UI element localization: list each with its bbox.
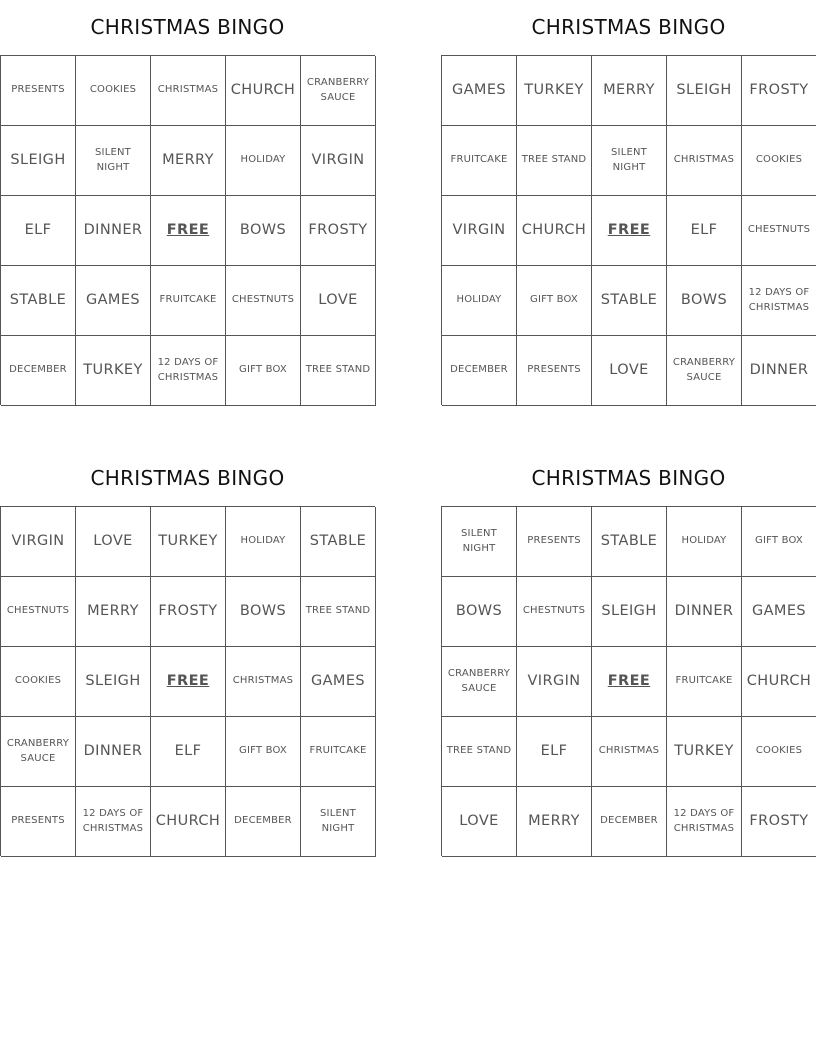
bingo-cell: DINNER [667,577,742,647]
bingo-cell: CHURCH [742,647,816,717]
bingo-cell: PRESENTS [517,336,592,406]
bingo-cell: STABLE [301,507,376,577]
bingo-cell: SLEIGH [667,56,742,126]
bingo-cell: DECEMBER [592,787,667,857]
bingo-card [0,12,375,405]
bingo-cell: FRUITCAKE [151,266,226,336]
bingo-cell: GAMES [76,266,151,336]
bingo-card [441,12,816,405]
bingo-cell: LOVE [442,787,517,857]
bingo-cell: DINNER [76,717,151,787]
bingo-cell: BOWS [667,266,742,336]
bingo-cell: COOKIES [742,126,816,196]
bingo-cell: BOWS [226,577,301,647]
bingo-cell: CHURCH [517,196,592,266]
bingo-cell: HOLIDAY [226,507,301,577]
bingo-grid [441,506,816,856]
bingo-cell: LOVE [301,266,376,336]
bingo-cell: DINNER [76,196,151,266]
bingo-cell: SILENT NIGHT [76,126,151,196]
bingo-cell: 12 DAYS OF CHRISTMAS [76,787,151,857]
bingo-cell: HOLIDAY [226,126,301,196]
bingo-card [441,463,816,856]
free-space: FREE [151,196,226,266]
bingo-cell: TURKEY [667,717,742,787]
card-title: CHRISTMAS BINGO [531,466,726,490]
bingo-cell: GAMES [442,56,517,126]
bingo-cell: TREE STAND [301,577,376,647]
bingo-cell: CHESTNUTS [226,266,301,336]
bingo-cell: VIRGIN [301,126,376,196]
bingo-cell: BOWS [442,577,517,647]
bingo-cell: SILENT NIGHT [442,507,517,577]
bingo-cell: CRANBERRY SAUCE [1,717,76,787]
bingo-grid [0,506,375,856]
free-space: FREE [592,196,667,266]
bingo-cell: ELF [667,196,742,266]
bingo-cell: STABLE [592,266,667,336]
bingo-cell: 12 DAYS OF CHRISTMAS [667,787,742,857]
bingo-cell: COOKIES [742,717,816,787]
bingo-cell: STABLE [1,266,76,336]
bingo-grid [0,55,375,405]
bingo-cell: GIFT BOX [226,717,301,787]
bingo-cell: TREE STAND [517,126,592,196]
bingo-cell: GIFT BOX [517,266,592,336]
bingo-cell: CHRISTMAS [226,647,301,717]
bingo-cell: TREE STAND [442,717,517,787]
bingo-cell: GAMES [301,647,376,717]
bingo-cell: SILENT NIGHT [592,126,667,196]
bingo-cell: ELF [517,717,592,787]
bingo-cell: GIFT BOX [742,507,816,577]
bingo-cell: FROSTY [301,196,376,266]
bingo-cell: DECEMBER [442,336,517,406]
bingo-cell: DECEMBER [226,787,301,857]
bingo-cell: 12 DAYS OF CHRISTMAS [742,266,816,336]
bingo-cell: CHRISTMAS [667,126,742,196]
bingo-cell: FROSTY [151,577,226,647]
bingo-cell: PRESENTS [517,507,592,577]
bingo-cell: CHURCH [151,787,226,857]
bingo-cell: CHRISTMAS [151,56,226,126]
bingo-cell: HOLIDAY [442,266,517,336]
bingo-cell: FRUITCAKE [667,647,742,717]
bingo-cell: VIRGIN [442,196,517,266]
bingo-cell: ELF [151,717,226,787]
bingo-cell: 12 DAYS OF CHRISTMAS [151,336,226,406]
bingo-cell: CHESTNUTS [1,577,76,647]
free-space: FREE [151,647,226,717]
bingo-cell: FRUITCAKE [301,717,376,787]
bingo-cell: SILENT NIGHT [301,787,376,857]
bingo-cell: PRESENTS [1,787,76,857]
bingo-cell: TURKEY [151,507,226,577]
bingo-cell: FROSTY [742,56,816,126]
bingo-cell: CRANBERRY SAUCE [667,336,742,406]
bingo-cell: GAMES [742,577,816,647]
bingo-cell: DECEMBER [1,336,76,406]
bingo-cell: CHESTNUTS [517,577,592,647]
bingo-cell: TURKEY [517,56,592,126]
bingo-cell: COOKIES [1,647,76,717]
bingo-cell: LOVE [592,336,667,406]
card-title: CHRISTMAS BINGO [90,15,285,39]
bingo-cell: PRESENTS [1,56,76,126]
bingo-cell: MERRY [517,787,592,857]
bingo-cell: STABLE [592,507,667,577]
card-title: CHRISTMAS BINGO [90,466,285,490]
bingo-cell: CHURCH [226,56,301,126]
bingo-cell: VIRGIN [1,507,76,577]
bingo-cell: CRANBERRY SAUCE [301,56,376,126]
bingo-cell: HOLIDAY [667,507,742,577]
bingo-cell: BOWS [226,196,301,266]
bingo-cell: CHESTNUTS [742,196,816,266]
bingo-cell: SLEIGH [76,647,151,717]
bingo-cell: CRANBERRY SAUCE [442,647,517,717]
bingo-card [0,463,375,856]
bingo-cell: VIRGIN [517,647,592,717]
bingo-cell: MERRY [151,126,226,196]
bingo-cell: CHRISTMAS [592,717,667,787]
bingo-cell: FRUITCAKE [442,126,517,196]
bingo-cell: LOVE [76,507,151,577]
bingo-cell: FROSTY [742,787,816,857]
bingo-cell: GIFT BOX [226,336,301,406]
free-space: FREE [592,647,667,717]
bingo-cell: ELF [1,196,76,266]
bingo-grid [441,55,816,405]
bingo-cell: DINNER [742,336,816,406]
bingo-cell: MERRY [592,56,667,126]
bingo-cell: TREE STAND [301,336,376,406]
bingo-cell: SLEIGH [1,126,76,196]
bingo-cell: TURKEY [76,336,151,406]
card-title: CHRISTMAS BINGO [531,15,726,39]
bingo-cell: MERRY [76,577,151,647]
bingo-cell: SLEIGH [592,577,667,647]
bingo-cell: COOKIES [76,56,151,126]
